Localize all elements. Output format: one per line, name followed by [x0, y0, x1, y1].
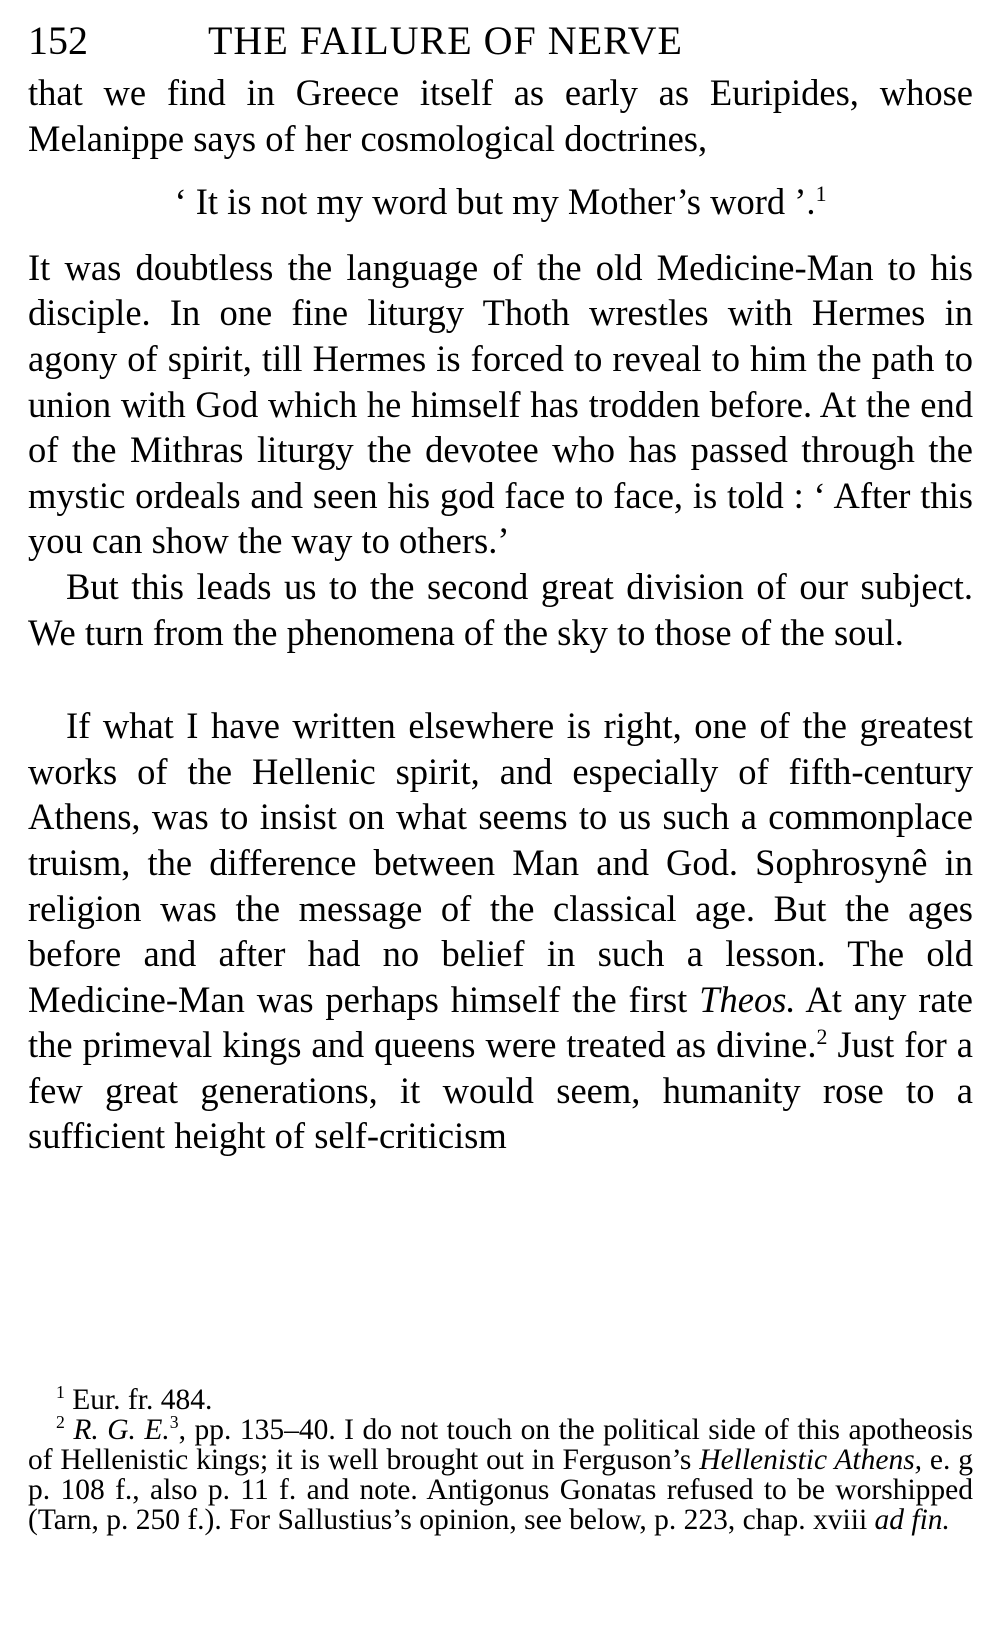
body-text	[28, 70, 973, 1159]
block-quote	[28, 179, 973, 225]
paragraph-text-c: Just for a few great generations, it would seem, humanity rose to a sufficient height of self-criticism	[28, 1024, 974, 1157]
paragraph-hellenic-spirit	[28, 703, 973, 1159]
footnote-2-text-b: e. g p. 108 f., also p. 11 f. and note. Antigonus Gonatas refused to be worshipped (Tarn, p. 250 f.). For Sallustius’s opinion, see below, p. 223, chap. xviii	[28, 1444, 973, 1536]
ad-fin: ad fin.	[874, 1504, 950, 1536]
footnote-1-text: Eur. fr. 484.	[64, 1384, 213, 1416]
footnote-1	[28, 1382, 973, 1416]
page-number: 152	[28, 18, 88, 63]
footnote-ref-1: 1	[815, 181, 827, 207]
page-header	[28, 12, 973, 70]
rge-citation: R. G. E.	[73, 1414, 170, 1446]
book-title: Hellenistic Athens,	[699, 1444, 923, 1476]
paragraph-continued: that we find in Greece itself as early as Euripides, whose Melanippe says of her cosmological doctrines,	[28, 72, 973, 159]
paragraph-text-a: If what I have written elsewhere is right, one of the greatest works of the Hellenic spirit, and especially of fifth-century Athens, was to insist on what seems to us such a commonplace truism, the difference between Man and God. Sophrosynê in religion was the message of the classical age. But the ages before and after had no belief in such a lesson. The old Medicine-Man was perhaps himself the first	[28, 705, 973, 1020]
section-break	[28, 655, 973, 703]
book-page	[28, 12, 973, 1159]
theos-term: Theos.	[699, 978, 796, 1020]
paragraph-medicine-man: It was doubtless the language of the old Medicine-Man to his disciple. In one fine liturgy Thoth wrestles with Hermes in agony of spirit, till Hermes is forced to reveal to him the path to union with God which he himself has trodden before. At the end of the Mithras liturgy the devotee who has passed through the mystic ordeals and seen his god face to face, is told : ‘ After this you can show the way to others.’	[28, 246, 973, 562]
footnote-2-text-a: , pp. 135–40. I do not touch on the political side of this apotheosis of Hellenistic kings; it is well brought out in Ferguson’s	[28, 1414, 974, 1476]
quote-text: ‘ It is not my word but my Mother’s word ’.	[174, 181, 816, 223]
footnotes	[28, 1382, 974, 1536]
running-title: THE FAILURE OF NERVE	[208, 18, 683, 63]
footnote-ref-2: 2	[816, 1024, 828, 1050]
footnote-2-mark: 2	[56, 1412, 65, 1433]
footnote-2	[28, 1412, 974, 1536]
paragraph-text-b: At any rate the primeval kings and queens were treated as divine.	[28, 978, 973, 1066]
edition-number: 3	[169, 1412, 179, 1433]
footnote-1-mark: 1	[56, 1382, 65, 1403]
paragraph-division: But this leads us to the second great division of our subject. We turn from the phenomena of the sky to those of the soul.	[28, 565, 973, 653]
